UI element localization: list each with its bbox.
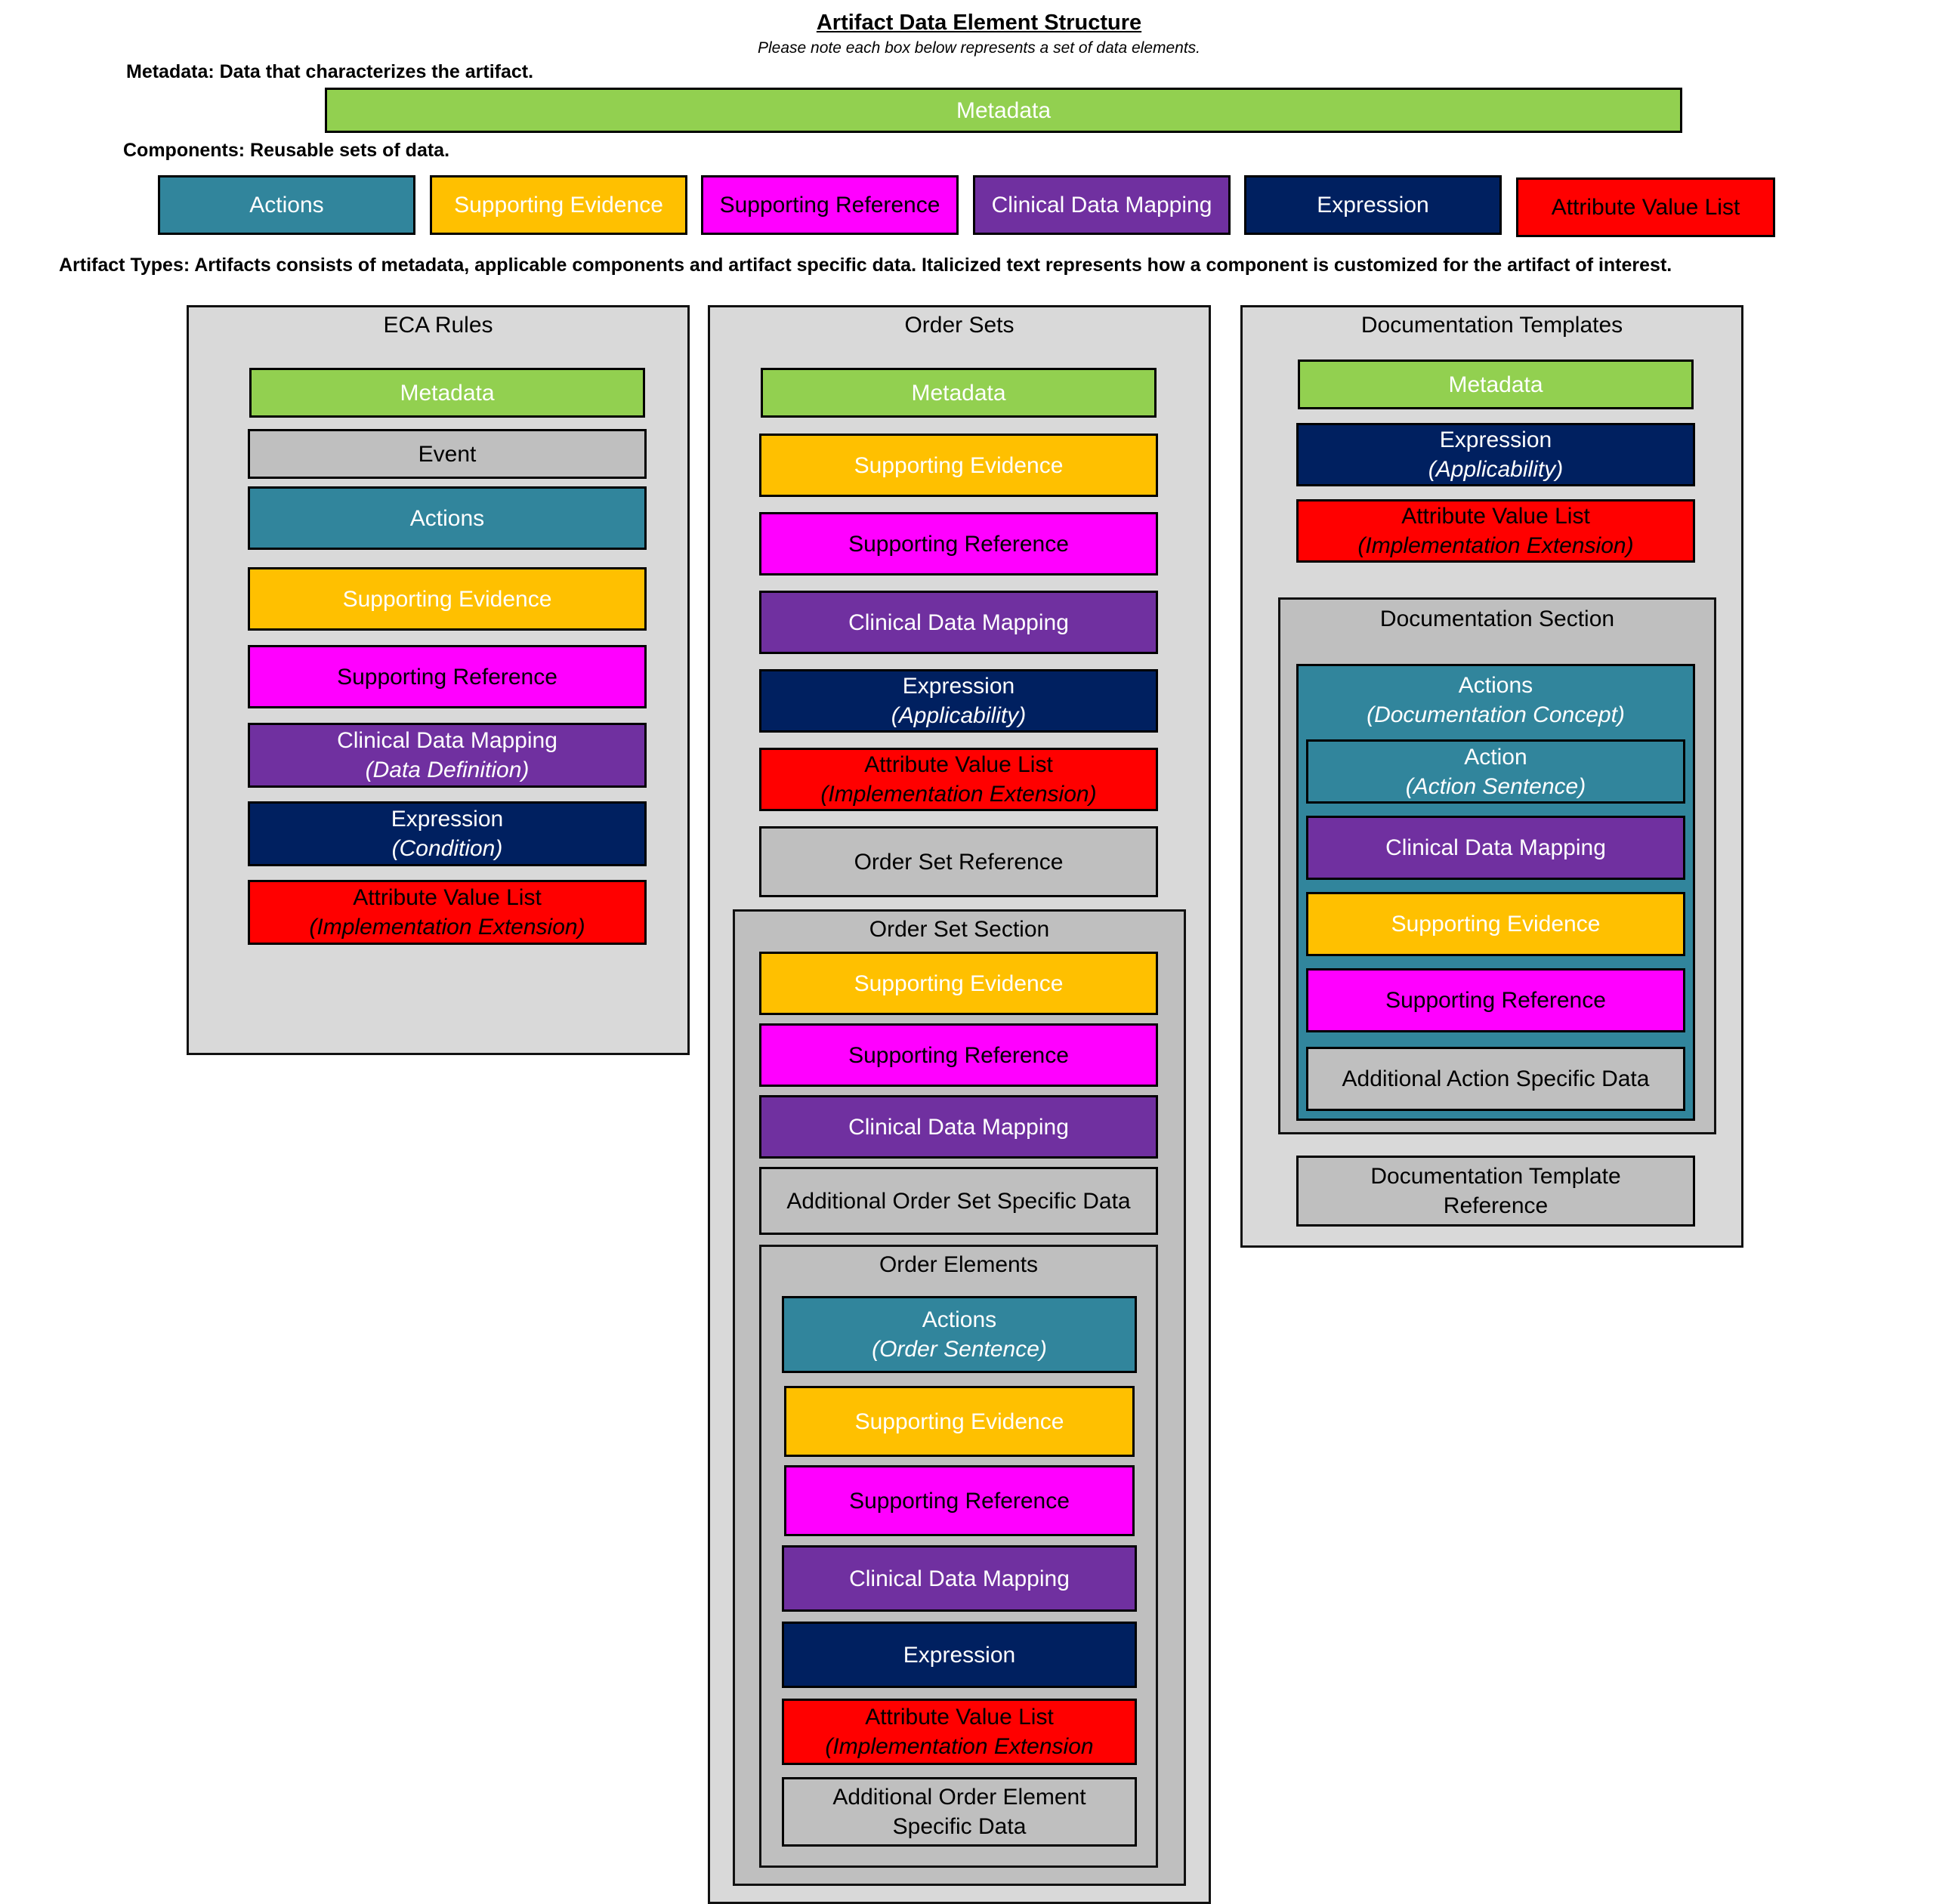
ds-supporting-evidence <box>1306 892 1685 956</box>
os-metadata <box>761 368 1157 418</box>
box-label: Clinical Data Mapping <box>337 728 557 753</box>
box-label: Attribute Value List <box>353 885 542 910</box>
box-sublabel: (Order Sentence) <box>872 1337 1047 1362</box>
box-sublabel: (Documentation Concept) <box>1367 702 1625 727</box>
documentation-templates-title: Documentation Templates <box>1360 313 1623 338</box>
component-label: Supporting Reference <box>719 193 940 218</box>
component-expression <box>1244 175 1502 235</box>
ds-clinical-data-mapping <box>1306 816 1685 880</box>
order-sets-title: Order Sets <box>904 313 1015 338</box>
box-label: Supporting Reference <box>848 1042 1069 1068</box>
oe-expression <box>782 1622 1137 1688</box>
eca-expression <box>248 801 647 866</box>
box-label: Action <box>1464 744 1527 770</box>
box-sublabel: (Implementation Extension) <box>1357 533 1634 558</box>
box-label: Actions <box>922 1307 997 1332</box>
eca-actions <box>248 486 647 550</box>
os-clinical-data-mapping <box>759 591 1158 654</box>
box-label: Supporting Evidence <box>342 586 552 612</box>
eca-clinical-data-mapping <box>248 723 647 788</box>
box-label: Metadata <box>400 380 495 406</box>
box-sublabel: (Implementation Extension <box>825 1734 1094 1759</box>
box-label: Clinical Data Mapping <box>1385 835 1606 860</box>
box-label: Additional Order Element <box>832 1785 1086 1810</box>
metadata-bar-label: Metadata <box>956 97 1052 123</box>
order-set-section-title: Order Set Section <box>869 917 1050 942</box>
box-label: Expression <box>902 674 1015 699</box>
box-label-line2: Reference <box>1443 1193 1549 1218</box>
box-label: Additional Action Specific Data <box>1342 1066 1650 1091</box>
box-label: Additional Order Set Specific Data <box>786 1188 1131 1214</box>
os-expression <box>759 669 1158 733</box>
box-label: Order Set Reference <box>854 849 1064 875</box>
oe-supporting-reference <box>784 1465 1135 1536</box>
box-label-line2: Specific Data <box>892 1814 1027 1839</box>
oe-clinical-data-mapping <box>782 1545 1137 1612</box>
page-subtitle: Please note each box below represents a set of data elements. <box>757 39 1201 57</box>
box-label: Clinical Data Mapping <box>849 1566 1070 1591</box>
oe-actions <box>782 1296 1137 1373</box>
box-label: Attribute Value List <box>865 1705 1054 1730</box>
box-label: Supporting Evidence <box>854 1409 1064 1434</box>
dt-attribute-value-list <box>1296 499 1695 563</box>
box-sublabel: (Data Definition) <box>365 758 530 782</box>
metadata-label: Metadata: Data that characterizes the artifact. <box>126 61 534 82</box>
component-label: Attribute Value List <box>1551 195 1740 220</box>
oe-supporting-evidence <box>784 1386 1135 1457</box>
box-label: Supporting Reference <box>1385 988 1606 1013</box>
box-label: Supporting Reference <box>848 531 1069 557</box>
box-label: Expression <box>903 1642 1016 1668</box>
order-elements-title: Order Elements <box>879 1252 1039 1277</box>
oss-supporting-reference <box>759 1023 1158 1087</box>
component-label: Supporting Evidence <box>454 193 663 218</box>
metadata-bar <box>325 88 1682 133</box>
oss-supporting-evidence <box>759 952 1158 1015</box>
box-label: Attribute Value List <box>1401 504 1590 529</box>
box-label: Metadata <box>911 380 1006 406</box>
dt-expression <box>1296 423 1695 486</box>
page-title: Artifact Data Element Structure <box>816 11 1142 35</box>
box-label: Supporting Evidence <box>854 971 1064 996</box>
component-actions <box>158 175 415 235</box>
eca-metadata <box>249 368 645 418</box>
box-sublabel: (Implementation Extension) <box>309 915 585 940</box>
box-label: Actions <box>409 505 485 531</box>
oss-additional-data <box>759 1167 1158 1235</box>
box-label: Event <box>418 441 477 467</box>
box-label: Clinical Data Mapping <box>848 1114 1069 1140</box>
component-label: Clinical Data Mapping <box>991 193 1212 218</box>
box-sublabel: (Implementation Extension) <box>820 782 1097 807</box>
box-sublabel: (Action Sentence) <box>1405 773 1586 799</box>
component-label: Actions <box>249 193 324 218</box>
component-attribute-value-list <box>1516 177 1775 237</box>
eca-rules-title: ECA Rules <box>383 313 493 338</box>
oe-attribute-value-list <box>782 1699 1137 1765</box>
component-label: Expression <box>1317 193 1429 218</box>
os-order-set-reference <box>759 826 1158 897</box>
artifact-types-label: Artifact Types: Artifacts consists of metadata, applicable components and artifact specific data. Italicized text represents how a component is customized for the artifact of interest. <box>59 255 1672 276</box>
component-supporting-reference <box>701 175 959 235</box>
components-label: Components: Reusable sets of data. <box>123 140 450 161</box>
component-clinical-data-mapping <box>973 175 1231 235</box>
eca-supporting-reference <box>248 645 647 708</box>
eca-attribute-value-list <box>248 880 647 945</box>
box-label: Supporting Evidence <box>854 452 1064 478</box>
dt-metadata <box>1298 360 1694 409</box>
eca-event <box>248 429 647 479</box>
ds-action <box>1306 739 1685 804</box>
os-attribute-value-list <box>759 748 1158 811</box>
box-sublabel: (Applicability) <box>891 703 1027 728</box>
ds-actions-heading <box>1296 671 1695 730</box>
box-label: Actions <box>1458 673 1533 698</box>
os-supporting-reference <box>759 512 1158 576</box>
box-label: Expression <box>391 807 504 832</box>
ds-supporting-reference <box>1306 968 1685 1032</box>
box-label: Metadata <box>1448 372 1543 397</box>
box-label: Supporting Evidence <box>1391 912 1601 937</box>
ds-additional-data <box>1306 1047 1685 1111</box>
box-label: Supporting Reference <box>849 1488 1070 1514</box>
box-sublabel: (Condition) <box>391 836 503 861</box>
box-label: Documentation Template <box>1370 1164 1621 1189</box>
dt-template-reference <box>1296 1156 1695 1227</box>
oss-clinical-data-mapping <box>759 1095 1158 1159</box>
component-supporting-evidence <box>430 175 687 235</box>
eca-supporting-evidence <box>248 567 647 631</box>
box-label: Expression <box>1439 427 1552 452</box>
box-sublabel: (Applicability) <box>1428 457 1564 482</box>
box-label: Supporting Reference <box>337 664 557 690</box>
box-label: Attribute Value List <box>864 752 1053 777</box>
box-label: Clinical Data Mapping <box>848 609 1069 635</box>
os-supporting-evidence <box>759 434 1158 497</box>
documentation-section-title: Documentation Section <box>1379 606 1615 631</box>
oe-additional-data <box>782 1777 1137 1847</box>
